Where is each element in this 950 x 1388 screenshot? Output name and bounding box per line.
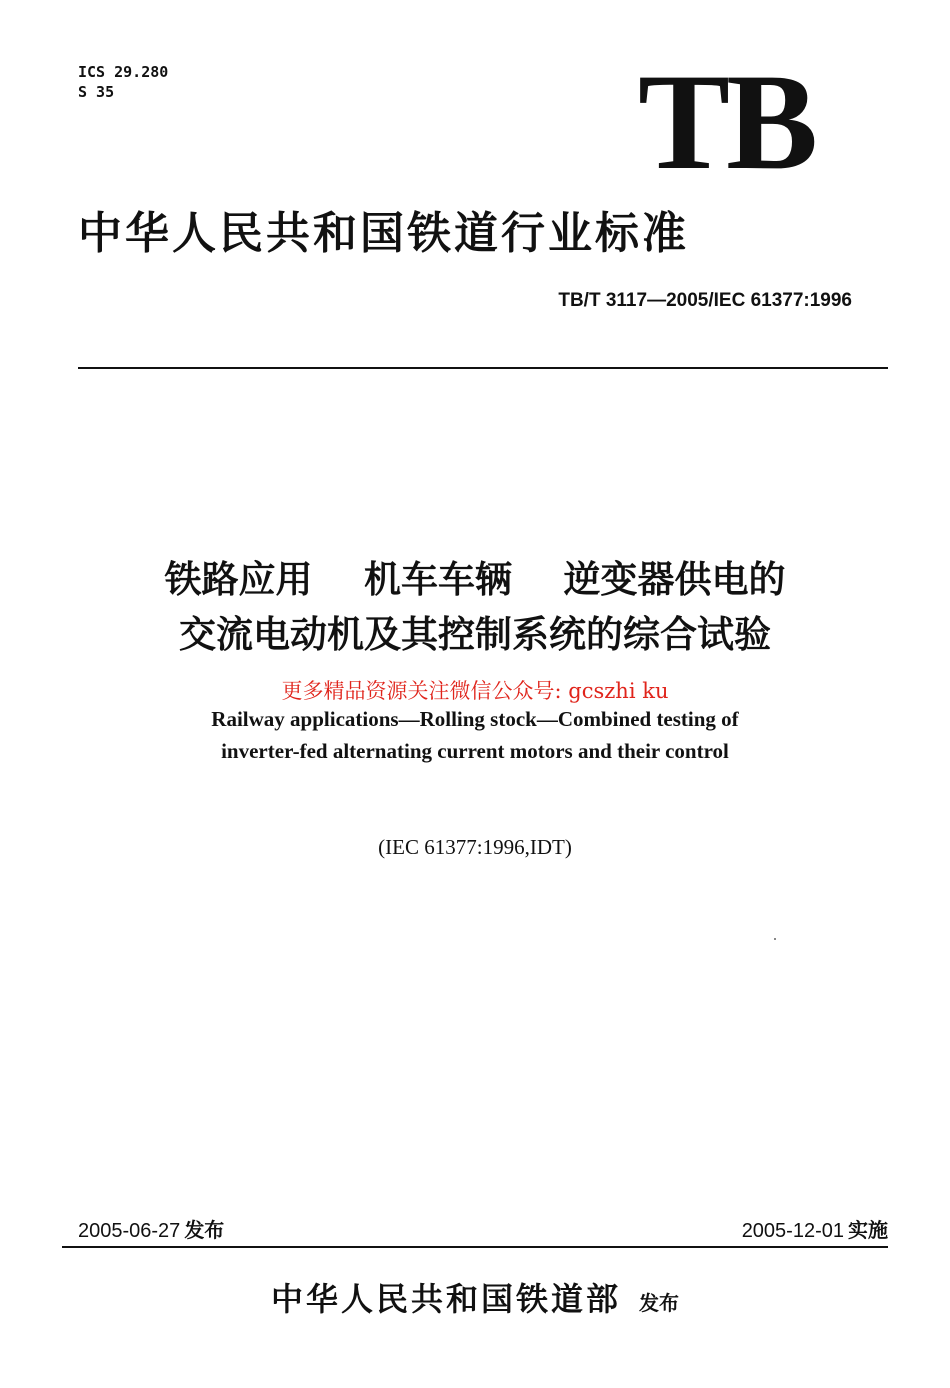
issue-date: 2005-06-27 [78, 1220, 181, 1242]
header-divider [78, 367, 888, 369]
footer-divider [62, 1246, 888, 1248]
title-cn-line-1: 铁路应用 机车车辆 逆变器供电的 [164, 558, 786, 601]
issue-label: 发布 [184, 1220, 225, 1242]
tb-logo: TB [638, 45, 815, 198]
classification-codes [78, 62, 168, 102]
iec-reference: (IEC 61377:1996,IDT) [378, 835, 572, 859]
document-title-cn [0, 552, 950, 662]
title-cn-line-2: 交流电动机及其控制系统的综合试验 [179, 613, 771, 656]
ics-code: ICS 29.280 [78, 63, 169, 81]
watermark-text: 更多精品资源关注微信公众号: gcszhi ku [281, 679, 669, 703]
scan-speck [774, 938, 776, 940]
publisher-action: 发布 [639, 1291, 679, 1315]
effective-label: 实施 [848, 1220, 888, 1242]
effective-date: 2005-12-01 [741, 1220, 844, 1242]
publisher-name: 中华人民共和国铁道部 [270, 1280, 621, 1318]
ccs-code: S 35 [78, 83, 115, 101]
issue-date-block [78, 1214, 224, 1243]
publisher-block [0, 1274, 950, 1320]
effective-date-block [742, 1214, 888, 1243]
standard-title: 中华人民共和国铁道行业标准 [78, 208, 689, 259]
title-en-line-2: inverter-fed alternating current motors and their control [221, 739, 729, 763]
document-title-en [0, 703, 950, 767]
standard-number: TB/T 3117—2005/IEC 61377:1996 [558, 290, 852, 311]
title-en-line-1: Railway applications—Rolling stock—Combined testing of [211, 707, 739, 731]
